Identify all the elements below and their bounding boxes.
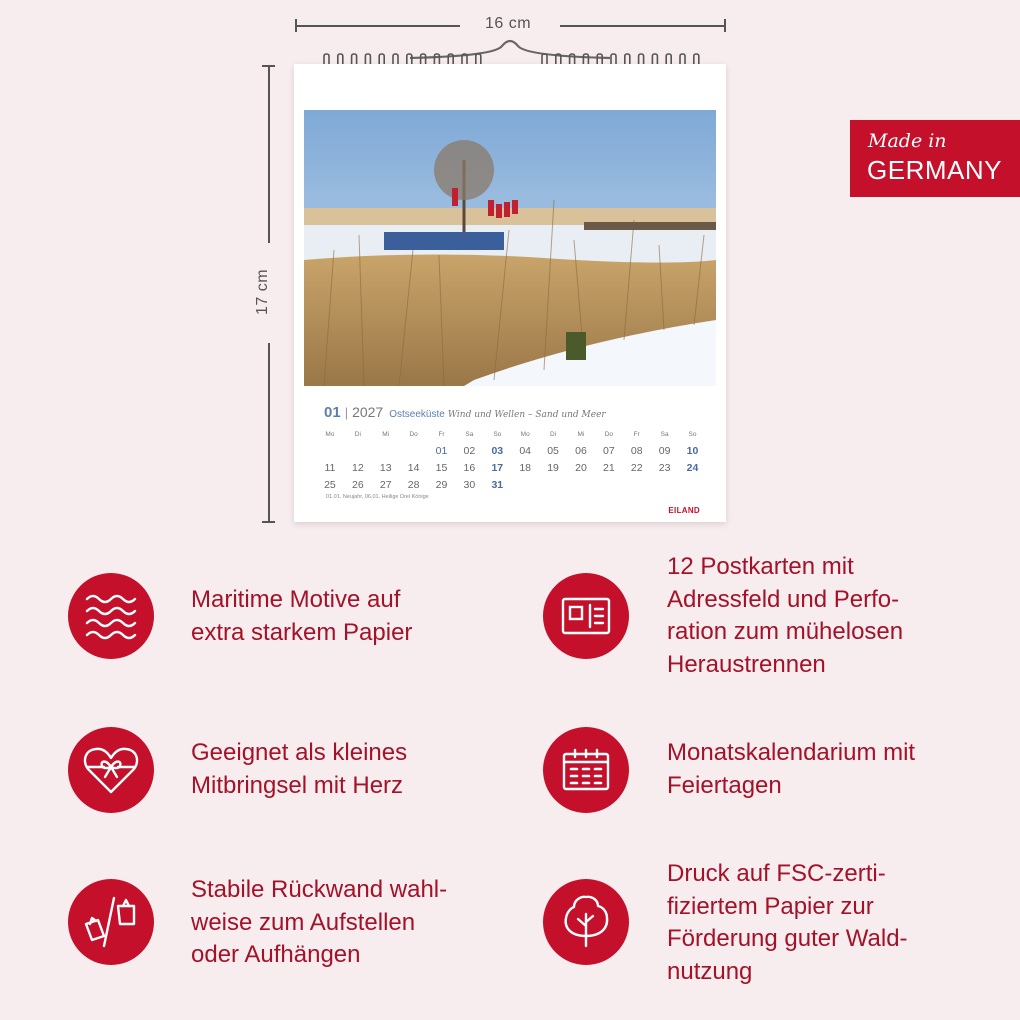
calendar-grid <box>316 430 718 493</box>
calendar-day: 04 <box>519 444 532 457</box>
feature-calendar <box>667 737 915 802</box>
calendar-day: 28 <box>407 478 420 491</box>
width-dimension-tick-left <box>295 19 297 32</box>
calendar-day: 09 <box>658 444 671 457</box>
calendar-day: 14 <box>407 461 420 474</box>
calendar-day: 22 <box>630 461 643 474</box>
weekday-row <box>316 430 718 442</box>
calendar-icon <box>543 727 629 813</box>
calendar-day: 11 <box>324 461 336 474</box>
week-row-1 <box>316 442 718 459</box>
week-row-3 <box>316 476 718 493</box>
heart-gift-icon <box>68 727 154 813</box>
made-in-germany-badge <box>850 120 1020 197</box>
weekday-label: So <box>688 431 697 438</box>
weekday-label: Di <box>550 431 557 438</box>
winter-landscape-image <box>304 110 716 386</box>
calendar-day: 17 <box>491 461 504 474</box>
weekday-label: So <box>493 431 502 438</box>
brand-logo: EILAND <box>668 506 700 515</box>
calendar-day: 29 <box>435 478 448 491</box>
weekday-label: Mo <box>325 431 335 438</box>
feature-backboard <box>191 874 447 972</box>
weekday-label: Mo <box>520 431 530 438</box>
width-dimension-label: 16 cm <box>485 15 532 32</box>
calendar-day: 03 <box>491 444 504 457</box>
feature-backboard-line-2: weise zum Aufstellen <box>191 908 416 936</box>
wall-calendar <box>294 64 726 522</box>
weekday-label: Fr <box>633 431 640 438</box>
calendar-day: 18 <box>519 461 532 474</box>
calendar-day: 27 <box>379 478 392 491</box>
weekday-label: Mi <box>577 431 585 438</box>
height-dimension-label: 17 cm <box>254 268 272 316</box>
weekday-label: Do <box>409 431 418 438</box>
calendar-subtitle: Wind und Wellen – Sand und Meer <box>447 410 606 420</box>
calendar-header <box>324 404 714 424</box>
feature-postcards-line-3: ration zum mühelosen <box>667 618 904 645</box>
feature-postcards-line-2: Adressfeld und Perfo- <box>667 585 900 613</box>
calendar-day: 07 <box>603 444 615 457</box>
waves-icon <box>68 573 154 659</box>
calendar-day: 08 <box>630 444 643 457</box>
height-dimension-tick-top <box>262 65 275 67</box>
feature-postcards-line-1: 12 Postkarten mit <box>667 553 854 580</box>
calendar-day: 10 <box>686 444 699 457</box>
weekday-label: Sa <box>465 431 474 438</box>
calendar-day: 26 <box>351 478 364 491</box>
calendar-title: Ostseeküste <box>389 409 445 420</box>
calendar-month: 01 <box>324 404 341 421</box>
feature-fsc <box>667 858 908 988</box>
width-dimension-line-right <box>560 25 726 27</box>
feature-gift <box>191 737 407 802</box>
feature-calendar-line-2: Feiertagen <box>667 771 782 799</box>
weekday-label: Di <box>354 431 361 438</box>
weekday-label: Do <box>604 431 613 438</box>
badge-made-in: Made in <box>868 130 947 152</box>
weekday-label: Mi <box>382 431 390 438</box>
height-dimension-tick-bottom <box>262 521 275 523</box>
badge-germany: GERMANY <box>867 155 1002 185</box>
calendar-day: 13 <box>379 461 392 474</box>
calendar-day: 30 <box>463 478 476 491</box>
feature-gift-line-1: Geeignet als kleines <box>191 739 408 766</box>
calendar-day: 25 <box>324 478 336 491</box>
calendar-day: 16 <box>463 461 476 474</box>
calendar-photo-winter-coast <box>304 110 716 386</box>
week-row-2 <box>316 459 718 476</box>
calendar-day: 21 <box>603 461 615 474</box>
feature-gift-line-2: Mitbringsel mit Herz <box>191 771 404 799</box>
feature-backboard-line-1: Stabile Rückwand wahl- <box>191 876 448 903</box>
calendar-separator: | <box>344 405 349 420</box>
calendar-day: 15 <box>435 461 448 474</box>
calendar-day: 23 <box>658 461 671 474</box>
feature-postcards-line-4: Heraustrennen <box>667 650 826 678</box>
tree-icon <box>543 879 629 965</box>
feature-fsc-line-3: Förderung guter Wald- <box>667 925 908 952</box>
feature-paper <box>191 584 412 649</box>
feature-fsc-line-1: Druck auf FSC-zerti- <box>667 860 886 887</box>
holidays-note: 01.01. Neujahr, 06.01. Heilige Drei Könige <box>326 494 429 500</box>
calendar-year: 2027 <box>352 404 384 420</box>
feature-postcards <box>667 551 903 681</box>
calendar-day: 19 <box>547 461 559 474</box>
calendar-day: 31 <box>491 478 504 491</box>
height-dimension-line-top <box>268 65 270 243</box>
calendar-day: 05 <box>547 444 559 457</box>
weekday-label: Sa <box>660 431 669 438</box>
feature-calendar-line-1: Monatskalendarium mit <box>667 739 916 766</box>
width-dimension-line-left <box>295 25 460 27</box>
calendar-day: 20 <box>575 461 587 474</box>
feature-paper-line-2: extra starkem Papier <box>191 618 413 646</box>
width-dimension-tick-right <box>724 19 726 32</box>
feature-backboard-line-3: oder Aufhängen <box>191 941 361 968</box>
calendar-day: 24 <box>686 461 699 474</box>
weekday-label: Fr <box>438 431 445 438</box>
calendar-day: 06 <box>575 444 587 457</box>
calendar-day: 01 <box>435 444 448 457</box>
feature-fsc-line-4: nutzung <box>667 957 753 985</box>
calendar-day: 02 <box>463 444 476 457</box>
feature-fsc-line-2: fiziertem Papier zur <box>667 892 874 920</box>
postcard-icon <box>543 573 629 659</box>
feature-paper-line-1: Maritime Motive auf <box>191 586 401 613</box>
stand-hang-icon <box>68 879 154 965</box>
calendar-day: 12 <box>351 461 364 474</box>
height-dimension-line-bottom <box>268 343 270 522</box>
